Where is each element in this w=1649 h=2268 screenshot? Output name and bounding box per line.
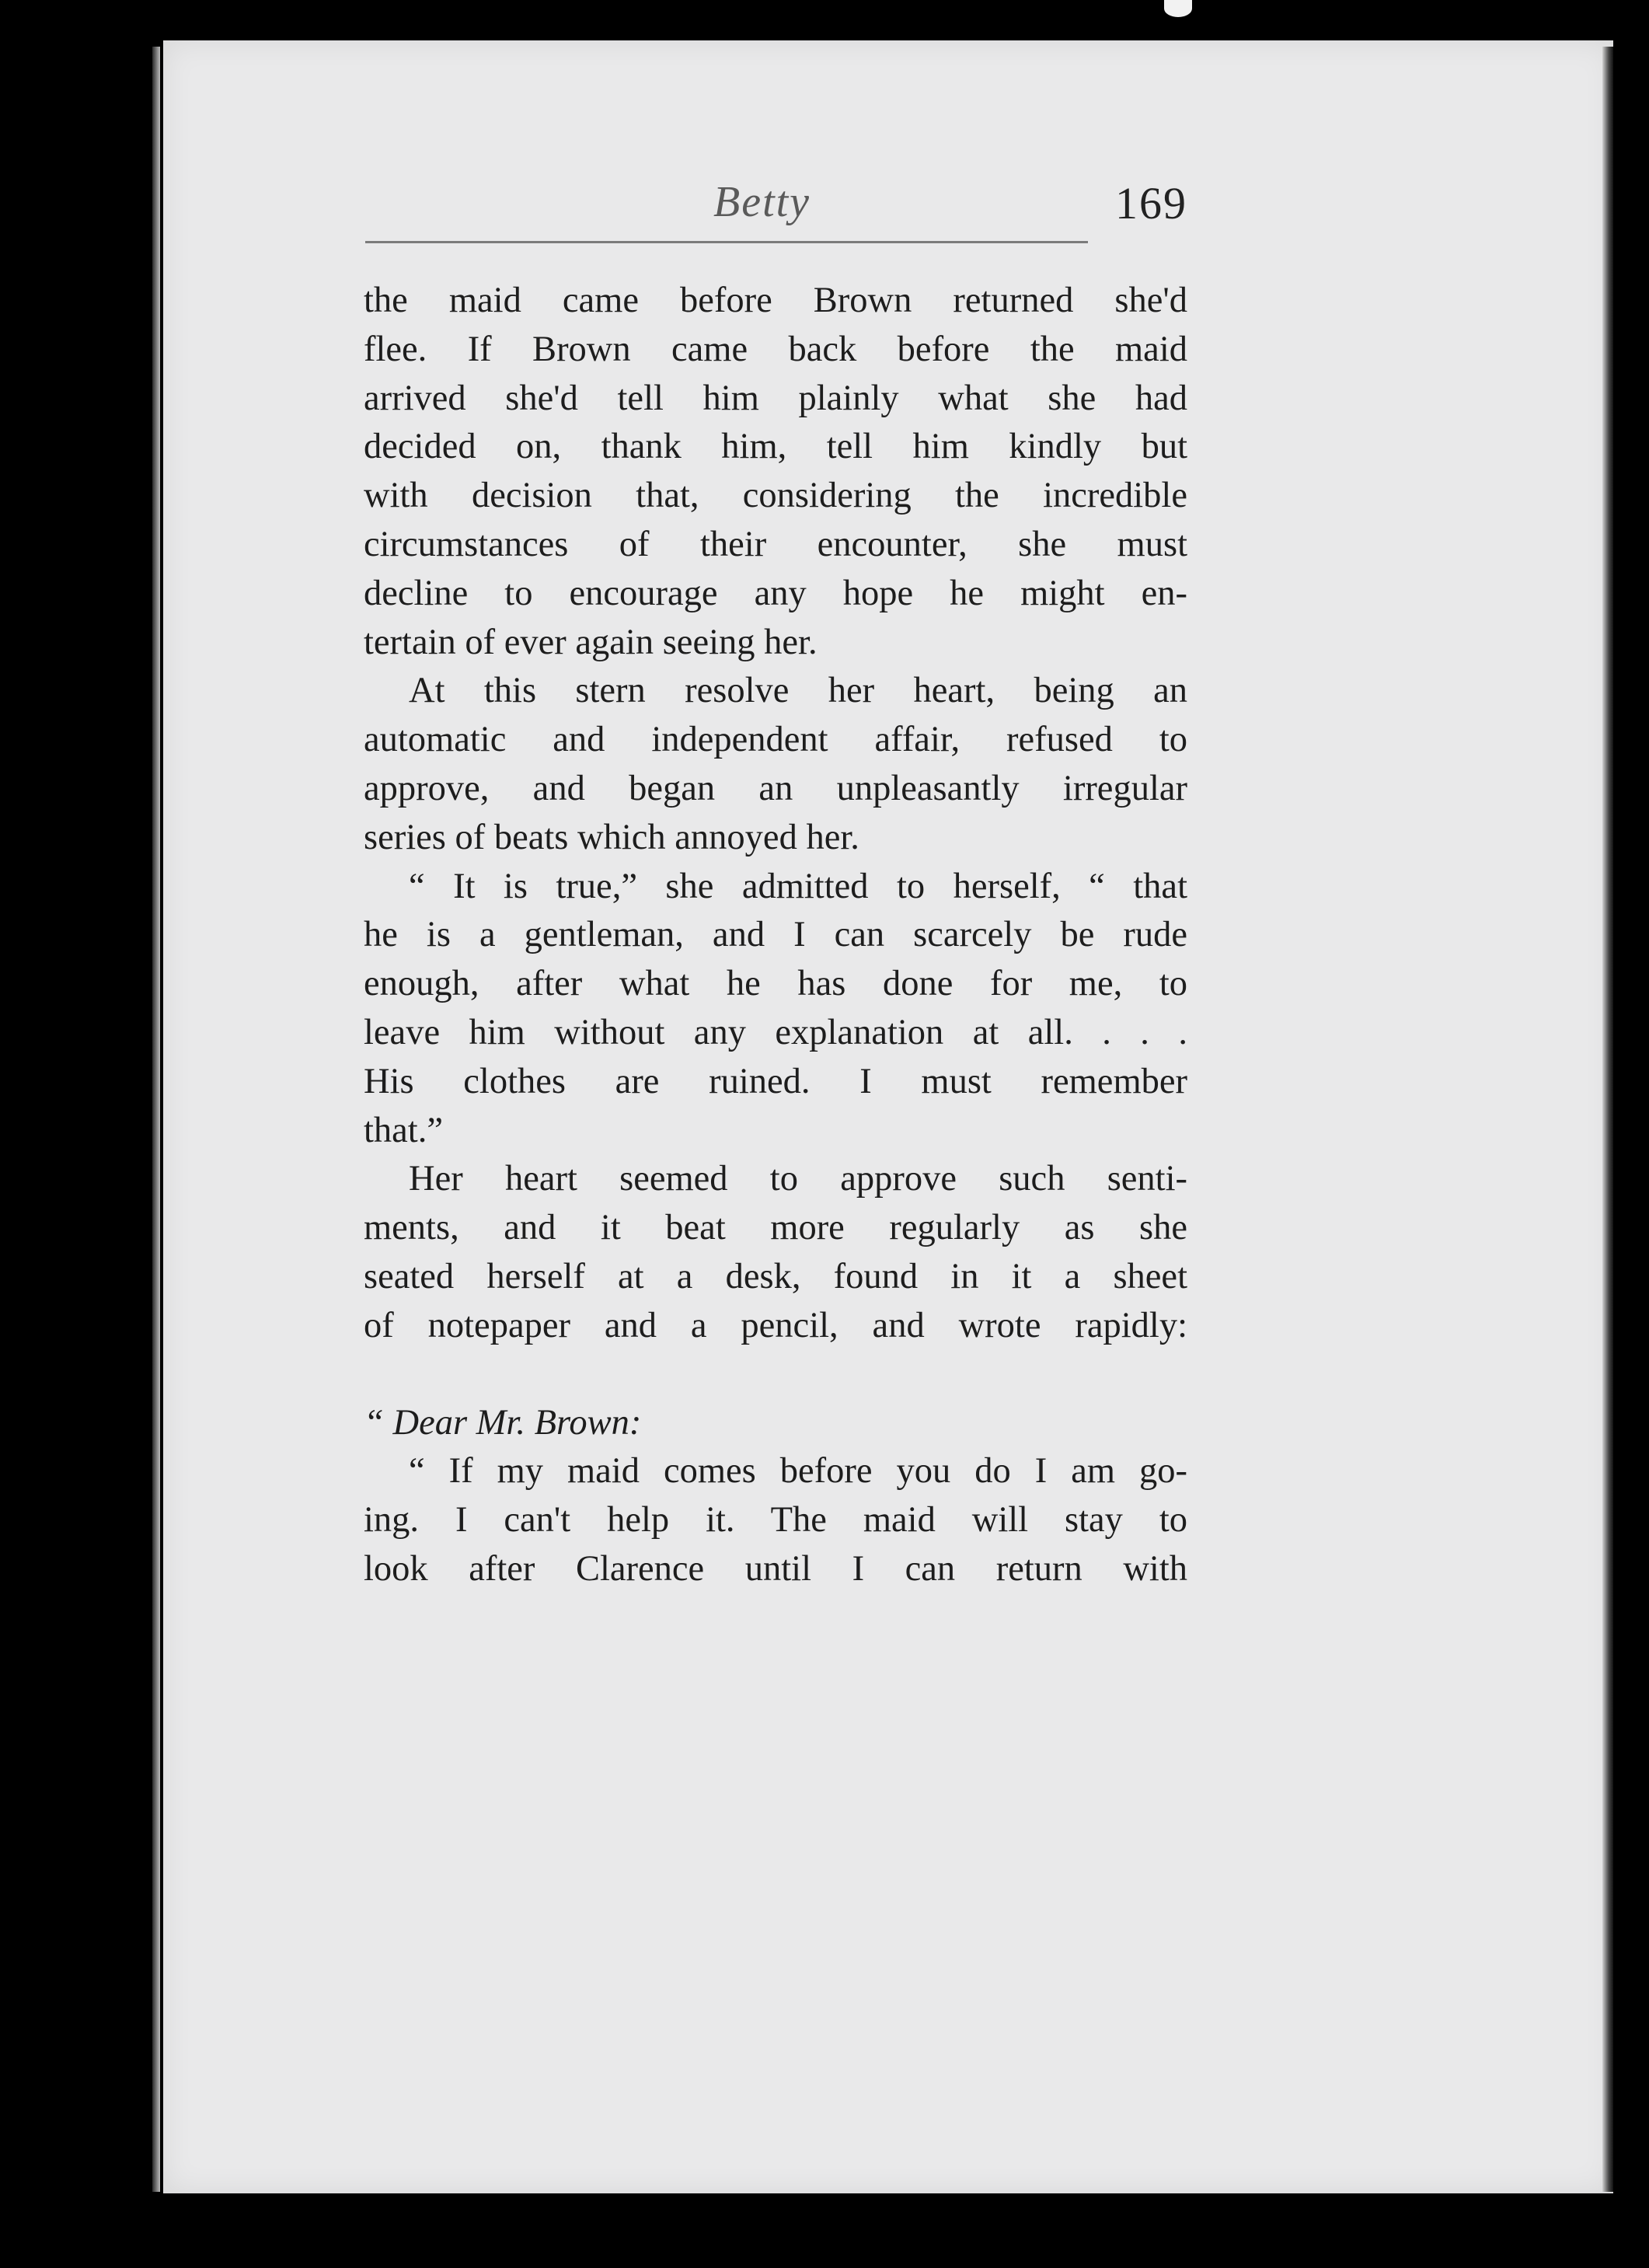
text-line: with decision that, considering the incredible <box>364 476 1187 516</box>
header-rule <box>365 241 1088 243</box>
text-line: enough, after what he has done for me, to <box>364 964 1187 1004</box>
text-line: series of beats which annoyed her. <box>364 817 859 857</box>
text-line: Her heart seemed to approve such senti- <box>409 1159 1187 1199</box>
page-header <box>365 177 1187 229</box>
text-line: the maid came before Brown returned she'd <box>364 281 1187 320</box>
text-line: ing. I can't help it. The maid will stay to <box>364 1500 1187 1540</box>
text-line: that.” <box>364 1110 443 1150</box>
text-line: he is a gentleman, and I can scarcely be rude <box>364 915 1187 955</box>
text-line: decided on, thank him, tell him kindly but <box>364 427 1187 467</box>
text-line: decline to encourage any hope he might en- <box>364 573 1187 613</box>
text-line: “ It is true,” she admitted to herself, “ that <box>409 866 1187 906</box>
text-line: approve, and began an unpleasantly irregular <box>364 768 1187 808</box>
book-gutter <box>152 47 160 2192</box>
text-line: arrived she'd tell him plainly what she had <box>364 378 1187 418</box>
text-line: look after Clarence until I can return with <box>364 1548 1187 1589</box>
text-line: His clothes are ruined. I must remember <box>364 1061 1187 1101</box>
text-line: tertain of ever again seeing her. <box>364 622 818 662</box>
text-line: seated herself at a desk, found in it a sheet <box>364 1256 1187 1296</box>
text-line: “ If my maid comes before you do I am go- <box>409 1451 1187 1492</box>
letter-salutation: “ Dear Mr. Brown: <box>364 1402 642 1443</box>
text-line: ments, and it beat more regularly as she <box>364 1208 1187 1248</box>
text-line: At this stern resolve her heart, being an <box>409 671 1187 711</box>
scan-artifact <box>1164 0 1192 17</box>
page-number: 169 <box>1115 178 1187 229</box>
text-line: leave him without any explanation at all. . . . <box>364 1012 1187 1052</box>
running-title: Betty <box>713 178 811 226</box>
body-text <box>364 277 1187 1594</box>
text-line: of notepaper and a pencil, and wrote rapidly: <box>364 1305 1187 1345</box>
text-line: circumstances of their encounter, she must <box>364 524 1187 564</box>
text-line: automatic and independent affair, refused to <box>364 720 1187 760</box>
page-edge <box>1602 47 1613 2192</box>
text-line: flee. If Brown came back before the maid <box>364 329 1187 369</box>
